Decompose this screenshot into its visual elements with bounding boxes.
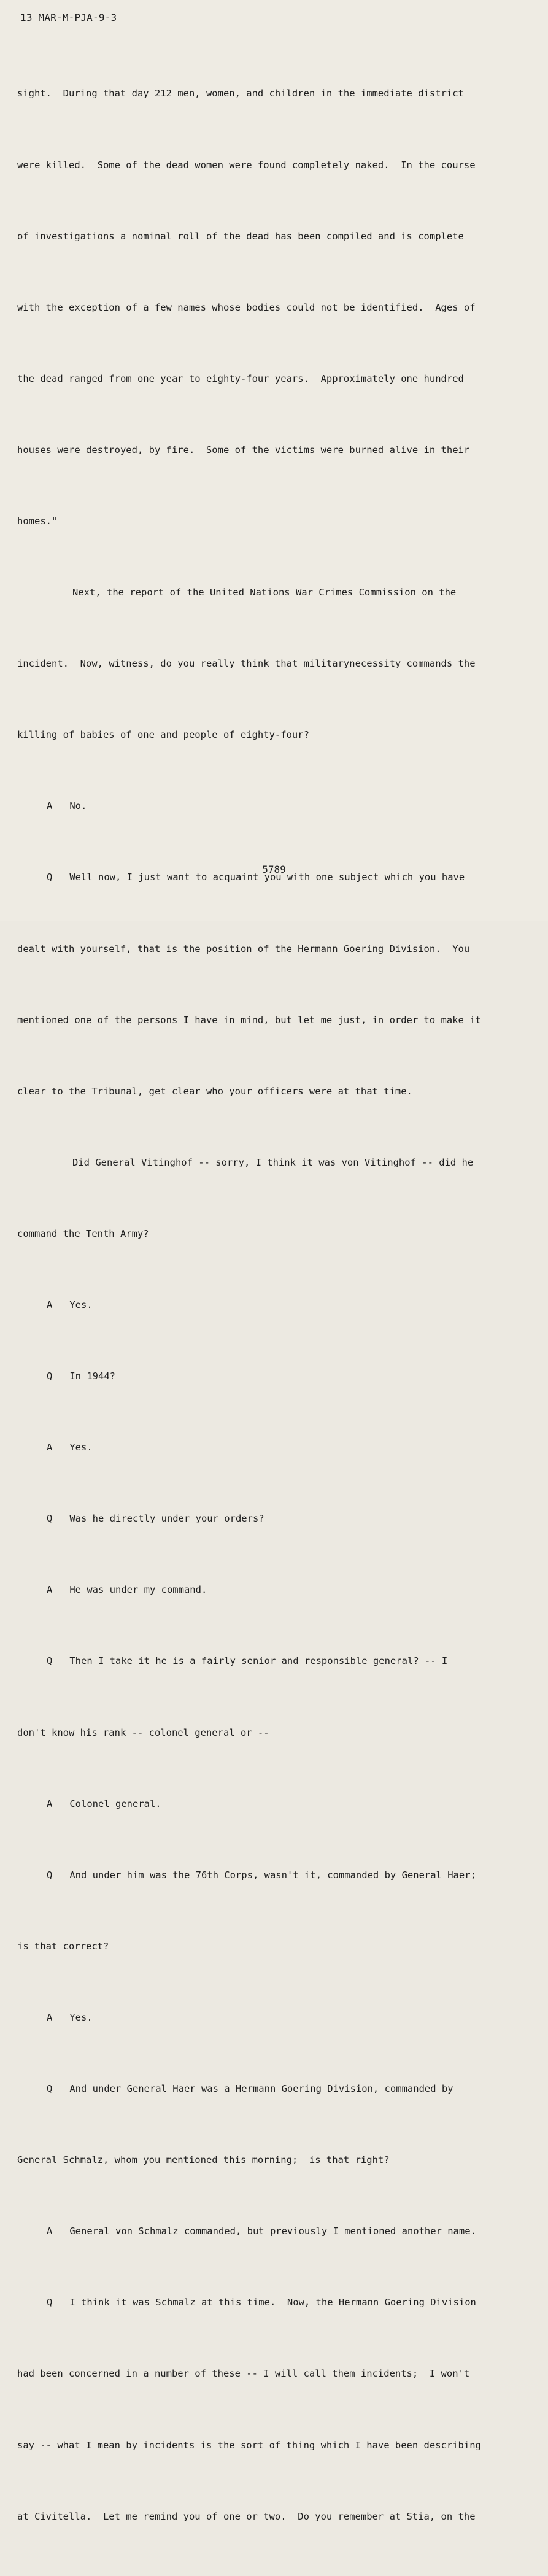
text-line: dealt with yourself, that is the position of the Hermann Goering Division. You xyxy=(17,943,470,954)
text-line: say -- what I mean by incidents is the sort of thing which I have been describing xyxy=(17,2439,481,2451)
text-line: the dead ranged from one year to eighty-four years. Approximately one hundred xyxy=(17,373,464,384)
answer-line: A He was under my command. xyxy=(47,1584,207,1596)
text-line: with the exception of a few names whose bodies could not be identified. Ages of xyxy=(17,301,476,313)
text-line: don't know his rank -- colonel general or -- xyxy=(17,1727,269,1738)
text-line: had been concerned in a number of these -- I will call them incidents; I won't xyxy=(17,2368,470,2380)
question-line: Q And under General Haer was a Hermann Goering Division, commanded by xyxy=(47,2083,453,2095)
text-line: houses were destroyed, by fire. Some of the victims were burned alive in their xyxy=(17,444,470,455)
text-line: clear to the Tribunal, get clear who your officers were at that time. xyxy=(17,1085,412,1097)
question-line: Q I think it was Schmalz at this time. Now, the Hermann Goering Division xyxy=(47,2297,476,2308)
text-line: sight. During that day 212 men, women, and children in the immediate district xyxy=(17,88,464,99)
answer-line: A General von Schmalz commanded, but previously I mentioned another name. xyxy=(47,2226,476,2237)
text-line: Next, the report of the United Nations War Crimes Commission on the xyxy=(72,587,457,598)
transcript-body xyxy=(17,34,508,2576)
text-line: mentioned one of the persons I have in mind, but let me just, in order to make it xyxy=(17,1014,481,1026)
answer-line: A Yes. xyxy=(47,1442,93,1453)
answer-line: A Yes. xyxy=(47,2011,93,2023)
question-line: Q And under him was the 76th Corps, wasn't it, commanded by General Haer; xyxy=(47,1869,476,1881)
text-line: of investigations a nominal roll of the dead has been compiled and is complete xyxy=(17,230,464,242)
text-line: is that correct? xyxy=(17,1940,109,1952)
question-line: Q Then I take it he is a fairly senior and responsible general? -- I xyxy=(47,1655,448,1667)
answer-line: A Colonel general. xyxy=(47,1798,161,1809)
text-line: at Civitella. Let me remind you of one or two. Do you remember at Stia, on the xyxy=(17,2510,476,2522)
text-line: homes." xyxy=(17,515,58,527)
question-line: Q Was he directly under your orders? xyxy=(47,1513,264,1525)
answer-line: A Yes. xyxy=(47,1299,93,1310)
text-line: incident. Now, witness, do you really think that militarynecessity commands the xyxy=(17,658,476,670)
question-line: Q Well now, I just want to acquaint you with one subject which you have xyxy=(47,872,465,883)
text-line: were killed. Some of the dead women were found completely naked. In the course xyxy=(17,159,476,171)
text-line: Did General Vitinghof -- sorry, I think it was von Vitinghof -- did he xyxy=(72,1156,474,1168)
question-line: Q In 1944? xyxy=(47,1371,115,1382)
answer-line: A No. xyxy=(47,800,87,812)
text-line: command the Tenth Army? xyxy=(17,1228,149,1239)
document-id: 13 MAR-M-PJA-9-3 xyxy=(20,12,117,23)
text-line: killing of babies of one and people of eighty-four? xyxy=(17,729,309,741)
page-number: 5789 xyxy=(262,864,286,875)
text-line: General Schmalz, whom you mentioned this morning; is that right? xyxy=(17,2154,390,2166)
